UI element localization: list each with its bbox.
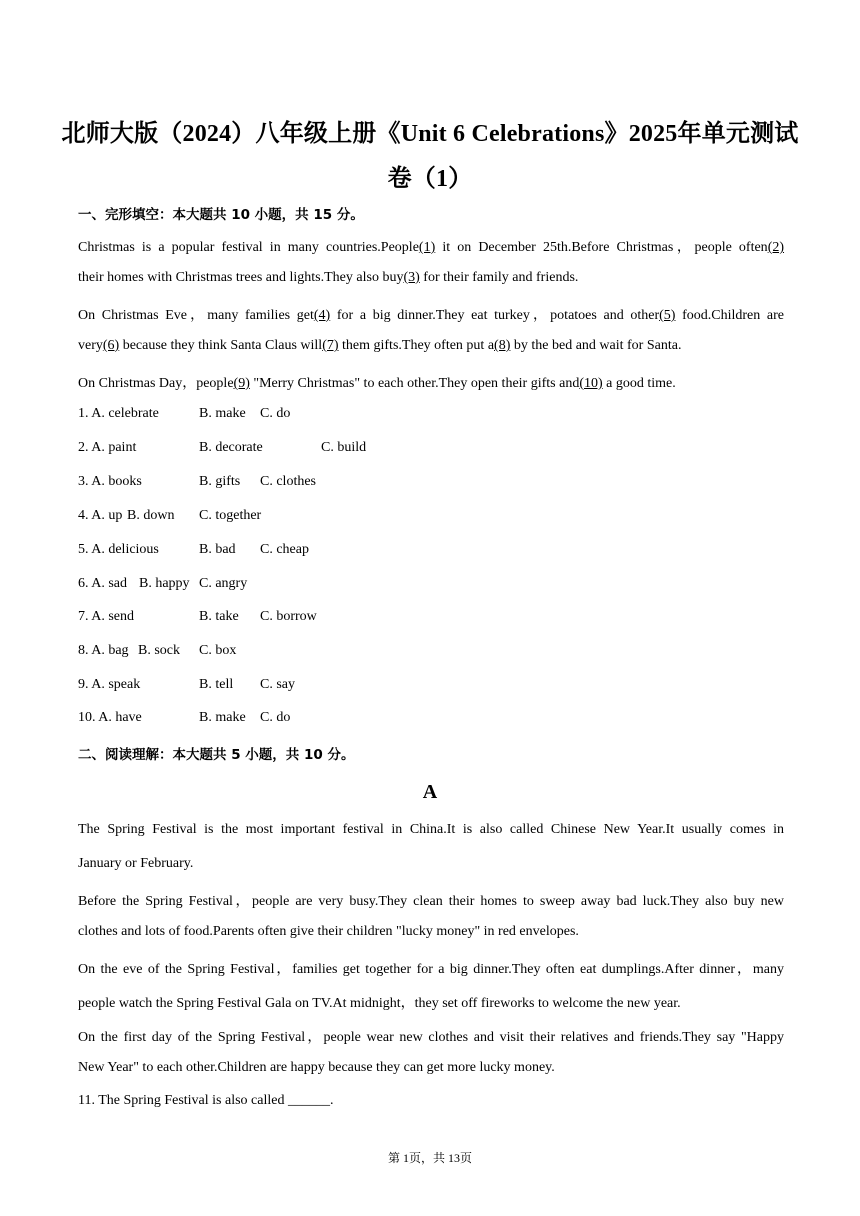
page-footer: 第 1页，共 13页: [387, 1151, 472, 1165]
option-c: C. say: [260, 677, 295, 692]
cloze-blank: (3): [403, 270, 420, 285]
option-c: C. together: [199, 508, 262, 523]
option-b: B. gifts: [199, 474, 241, 489]
option-a: 8. A. bag: [78, 643, 129, 658]
option-c: C. clothes: [260, 474, 316, 489]
cloze-text: for their family and friends.: [419, 270, 579, 285]
cloze-passage-line: [78, 304, 784, 324]
option-b: B. make: [199, 406, 246, 421]
cloze-passage-line: [78, 236, 784, 256]
option-a: 7. A. send: [78, 609, 134, 624]
option-b: B. decorate: [199, 440, 263, 455]
option-c: C. build: [321, 440, 367, 455]
cloze-text: for a big dinner.They eat turkey，potatoes and other: [330, 308, 660, 323]
section1-heading: 一、完形填空：本大题共 10 小题，共 15 分。: [78, 207, 364, 223]
option-b: B. make: [199, 710, 246, 725]
question-options-row: [78, 508, 478, 528]
cloze-blank: (5): [659, 308, 676, 323]
option-c: C. do: [260, 710, 291, 725]
option-a: 4. A. up: [78, 508, 123, 523]
option-c: C. angry: [199, 576, 248, 591]
option-a: 10. A. have: [78, 710, 142, 725]
cloze-text: Christmas is a popular festival in many countries.People: [78, 240, 419, 255]
section2-heading: 二、阅读理解：本大题共 5 小题，共 10 分。: [78, 747, 355, 763]
cloze-text: On Christmas Day，people: [78, 376, 234, 391]
option-a: 1. A. celebrate: [78, 406, 159, 421]
document-title-line2: 卷（1）: [387, 166, 473, 192]
question-options-row: [78, 576, 478, 596]
option-b: B. down: [127, 508, 175, 523]
document-title-line1: 北师大版（2024）八年级上册《Unit 6 Celebrations》2025年单元测试: [61, 121, 799, 147]
cloze-blank: (7): [322, 338, 339, 353]
question-options-row: [78, 609, 478, 629]
option-c: C. borrow: [260, 609, 317, 624]
cloze-text: food.Children are: [675, 308, 785, 323]
cloze-text: "Merry Christmas" to each other.They open their gifts and: [249, 376, 580, 391]
reading-passage-line: On the eve of the Spring Festival，families get together for a big dinner.They often eat dumplings.After dinner，many: [78, 962, 784, 977]
question-options-row: [78, 440, 478, 460]
question-options-row: [78, 406, 478, 426]
option-b: B. take: [199, 609, 239, 624]
option-a: 2. A. paint: [78, 440, 137, 455]
cloze-passage-line: [78, 270, 784, 286]
reading-passage-line: clothes and lots of food.Parents often give their children "lucky money" in red envelopes.: [78, 924, 579, 939]
question-options-row: [78, 474, 478, 494]
option-c: C. cheap: [260, 542, 309, 557]
option-b: B. tell: [199, 677, 234, 692]
reading-passage-line: The Spring Festival is the most important festival in China.It is also called Chinese New Year.It usually comes in: [78, 822, 784, 837]
option-b: B. sock: [138, 643, 180, 658]
question-options-row: [78, 643, 478, 663]
reading-passage-line: January or February.: [78, 856, 194, 871]
option-a: 6. A. sad: [78, 576, 127, 591]
question-options-row: [78, 542, 478, 562]
cloze-text: very: [78, 338, 103, 353]
option-c: C. do: [260, 406, 291, 421]
reading-passage-line: Before the Spring Festival，people are very busy.They clean their homes to sweep away bad luck.They also buy new: [78, 894, 784, 909]
cloze-blank: (1): [418, 240, 436, 255]
cloze-text: their homes with Christmas trees and lights.They also buy: [78, 270, 404, 285]
reading-passage-line: New Year" to each other.Children are happy because they can get more lucky money.: [78, 1060, 555, 1075]
cloze-passage-line: [78, 338, 784, 354]
cloze-passage-line: [78, 372, 784, 392]
cloze-text: a good time.: [602, 376, 676, 391]
reading-passage-line: people watch the Spring Festival Gala on TV.At midnight，they set off fireworks to welcome the new year.: [78, 996, 681, 1011]
option-a: 5. A. delicious: [78, 542, 159, 557]
cloze-text: On Christmas Eve，many families get: [78, 308, 314, 323]
cloze-text: them gifts.They often put a: [338, 338, 495, 353]
question-options-row: [78, 677, 478, 697]
option-b: B. happy: [139, 576, 190, 591]
option-a: 9. A. speak: [78, 677, 141, 692]
option-c: C. box: [199, 643, 237, 658]
reading-passage-line: On the first day of the Spring Festival，people wear new clothes and visit their relatives and friends.They say "Happy: [78, 1030, 784, 1045]
cloze-blank: (4): [313, 308, 331, 323]
cloze-blank: (6): [102, 338, 120, 353]
cloze-text: it on December 25th.Before Christmas，people often: [435, 240, 768, 255]
passage-a-label: A: [422, 781, 438, 803]
question-options-row: [78, 710, 478, 730]
option-a: 3. A. books: [78, 474, 142, 489]
cloze-blank: (9): [233, 376, 250, 391]
option-b: B. bad: [199, 542, 236, 557]
cloze-text: because they think Santa Claus will: [119, 338, 323, 353]
cloze-blank: (10): [579, 376, 603, 391]
cloze-text: by the bed and wait for Santa.: [510, 338, 682, 353]
cloze-blank: (2): [767, 240, 785, 255]
question-11: 11. The Spring Festival is also called ______.: [78, 1093, 334, 1108]
cloze-blank: (8): [494, 338, 511, 353]
